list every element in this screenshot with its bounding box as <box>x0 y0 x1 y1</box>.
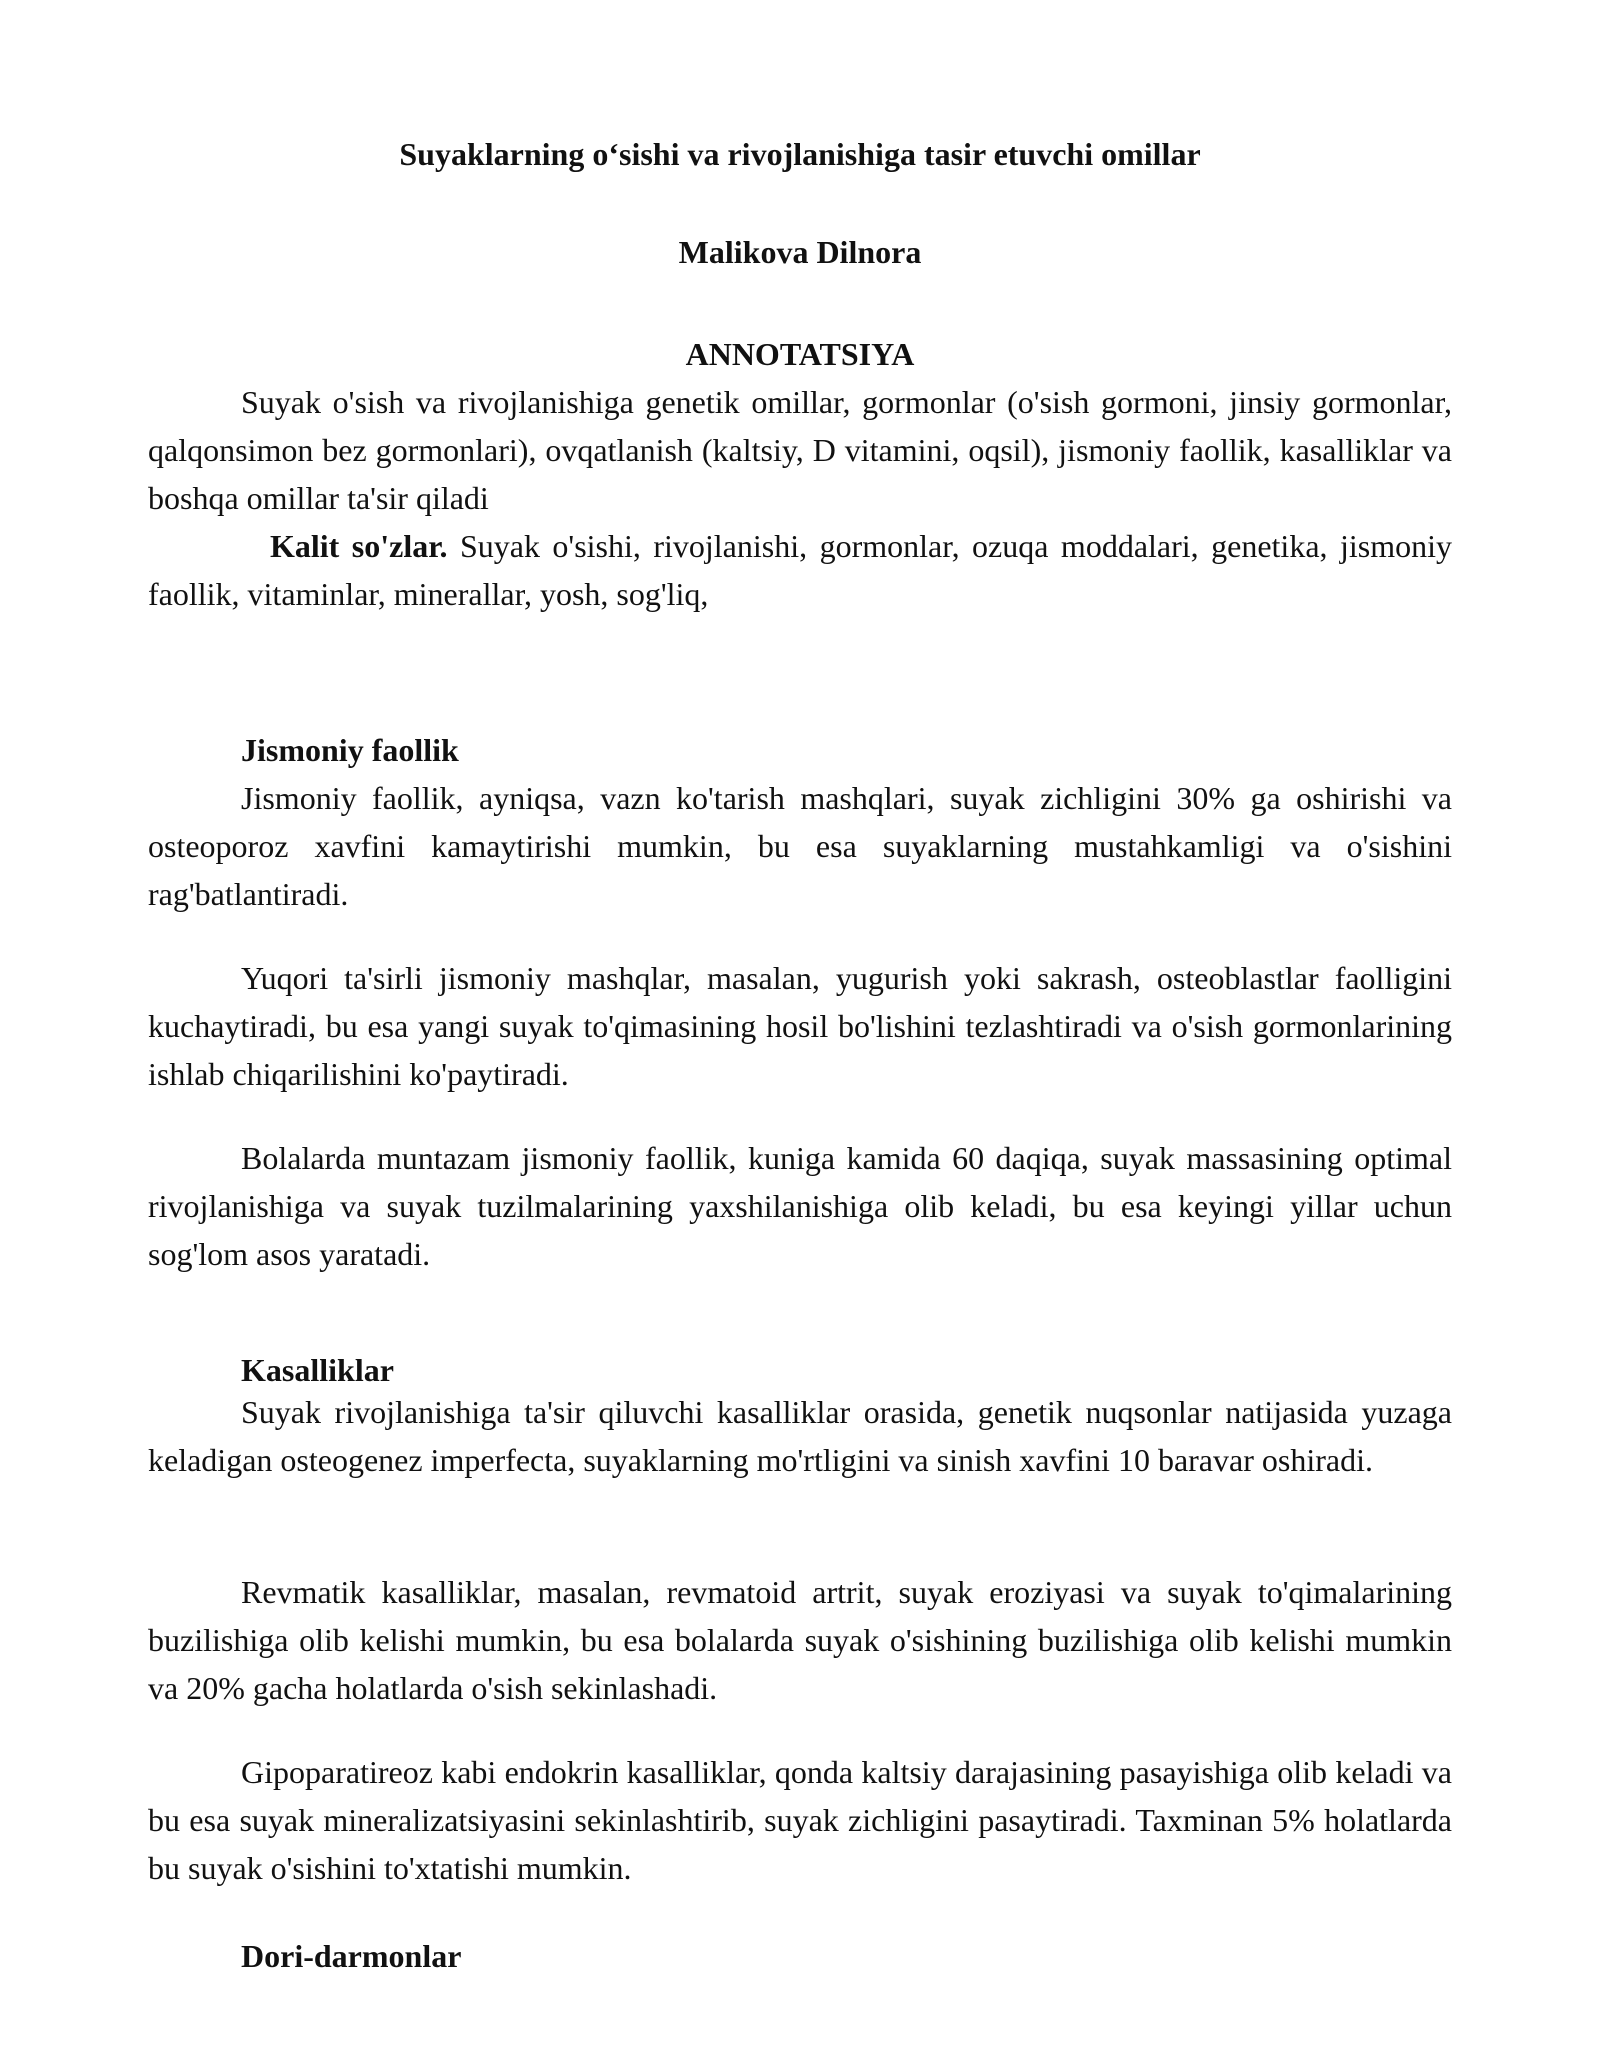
paragraph-diseases-3: Gipoparatireoz kabi endokrin kasalliklar, qonda kaltsiy darajasining pasayishiga olib keladi va bu esa suyak mineralizatsiyasini sekinlashtirib, suyak zichligini pasaytiradi. Taxminan 5% holatlarda bu suyak o'sishini to'xtatishi mumkin. <box>148 1754 1452 1886</box>
paragraph-physical-2: Yuqori ta'sirli jismoniy mashqlar, masalan, yugurish yoki sakrash, osteoblastlar faolligini kuchaytiradi, bu esa yangi suyak to'qimasining hosil bo'lishini tezlashtiradi va o'sish gormonlarining ishlab chiqarilishini ko'paytiradi. <box>148 960 1452 1092</box>
section-heading-diseases: Kasalliklar <box>241 1352 394 1388</box>
paragraph-physical-1: Jismoniy faollik, ayniqsa, vazn ko'tarish mashqlari, suyak zichligini 30% ga oshirishi va osteoporoz xavfini kamaytirishi mumkin, bu esa suyaklarning mustahkamligi va o'sishini rag'batlantiradi. <box>148 780 1452 912</box>
document-title: Suyaklarning o‘sishi va rivojlanishiga tasir etuvchi omillar <box>399 136 1201 172</box>
abstract-heading: ANNOTATSIYA <box>685 336 915 372</box>
paragraph-diseases-1: Suyak rivojlanishiga ta'sir qiluvchi kasalliklar orasida, genetik nuqsonlar natijasida yuzaga keladigan osteogenez imperfecta, suyaklarning mo'rtligini va sinish xavfini 10 baravar oshiradi. <box>148 1394 1452 1478</box>
paragraph-physical-3: Bolalarda muntazam jismoniy faollik, kuniga kamida 60 daqiqa, suyak massasining optimal rivojlanishiga va suyak tuzilmalarining yaxshilanishiga olib keladi, bu esa keyingi yillar uchun sog'lom asos yaratadi. <box>148 1140 1452 1272</box>
author-name: Malikova Dilnora <box>678 234 922 270</box>
keywords-label: Kalit so'zlar. <box>270 528 448 564</box>
keywords-text: Suyak o'sishi, rivojlanishi, gormonlar, ozuqa moddalari, genetika, jismoniy faollik, vitaminlar, minerallar, yosh, sog'liq, <box>148 528 1453 612</box>
paragraph-diseases-2: Revmatik kasalliklar, masalan, revmatoid artrit, suyak eroziyasi va suyak to'qimalarining buzilishiga olib kelishi mumkin, bu esa bolalarda suyak o'sishining buzilishiga olib kelishi mumkin va 20% gacha holatlarda o'sish sekinlashadi. <box>148 1574 1452 1706</box>
section-heading-physical-activity: Jismoniy faollik <box>241 732 459 768</box>
abstract-text: Suyak o'sish va rivojlanishiga genetik omillar, gormonlar (o'sish gormoni, jinsiy gormonlar, qalqonsimon bez gormonlari), ovqatlanish (kaltsiy, D vitamini, oqsil), jismoniy faollik, kasalliklar va boshqa omillar ta'sir qiladi <box>148 384 1452 516</box>
section-heading-medications: Dori-darmonlar <box>241 1938 462 1974</box>
keywords-paragraph <box>148 522 1452 618</box>
